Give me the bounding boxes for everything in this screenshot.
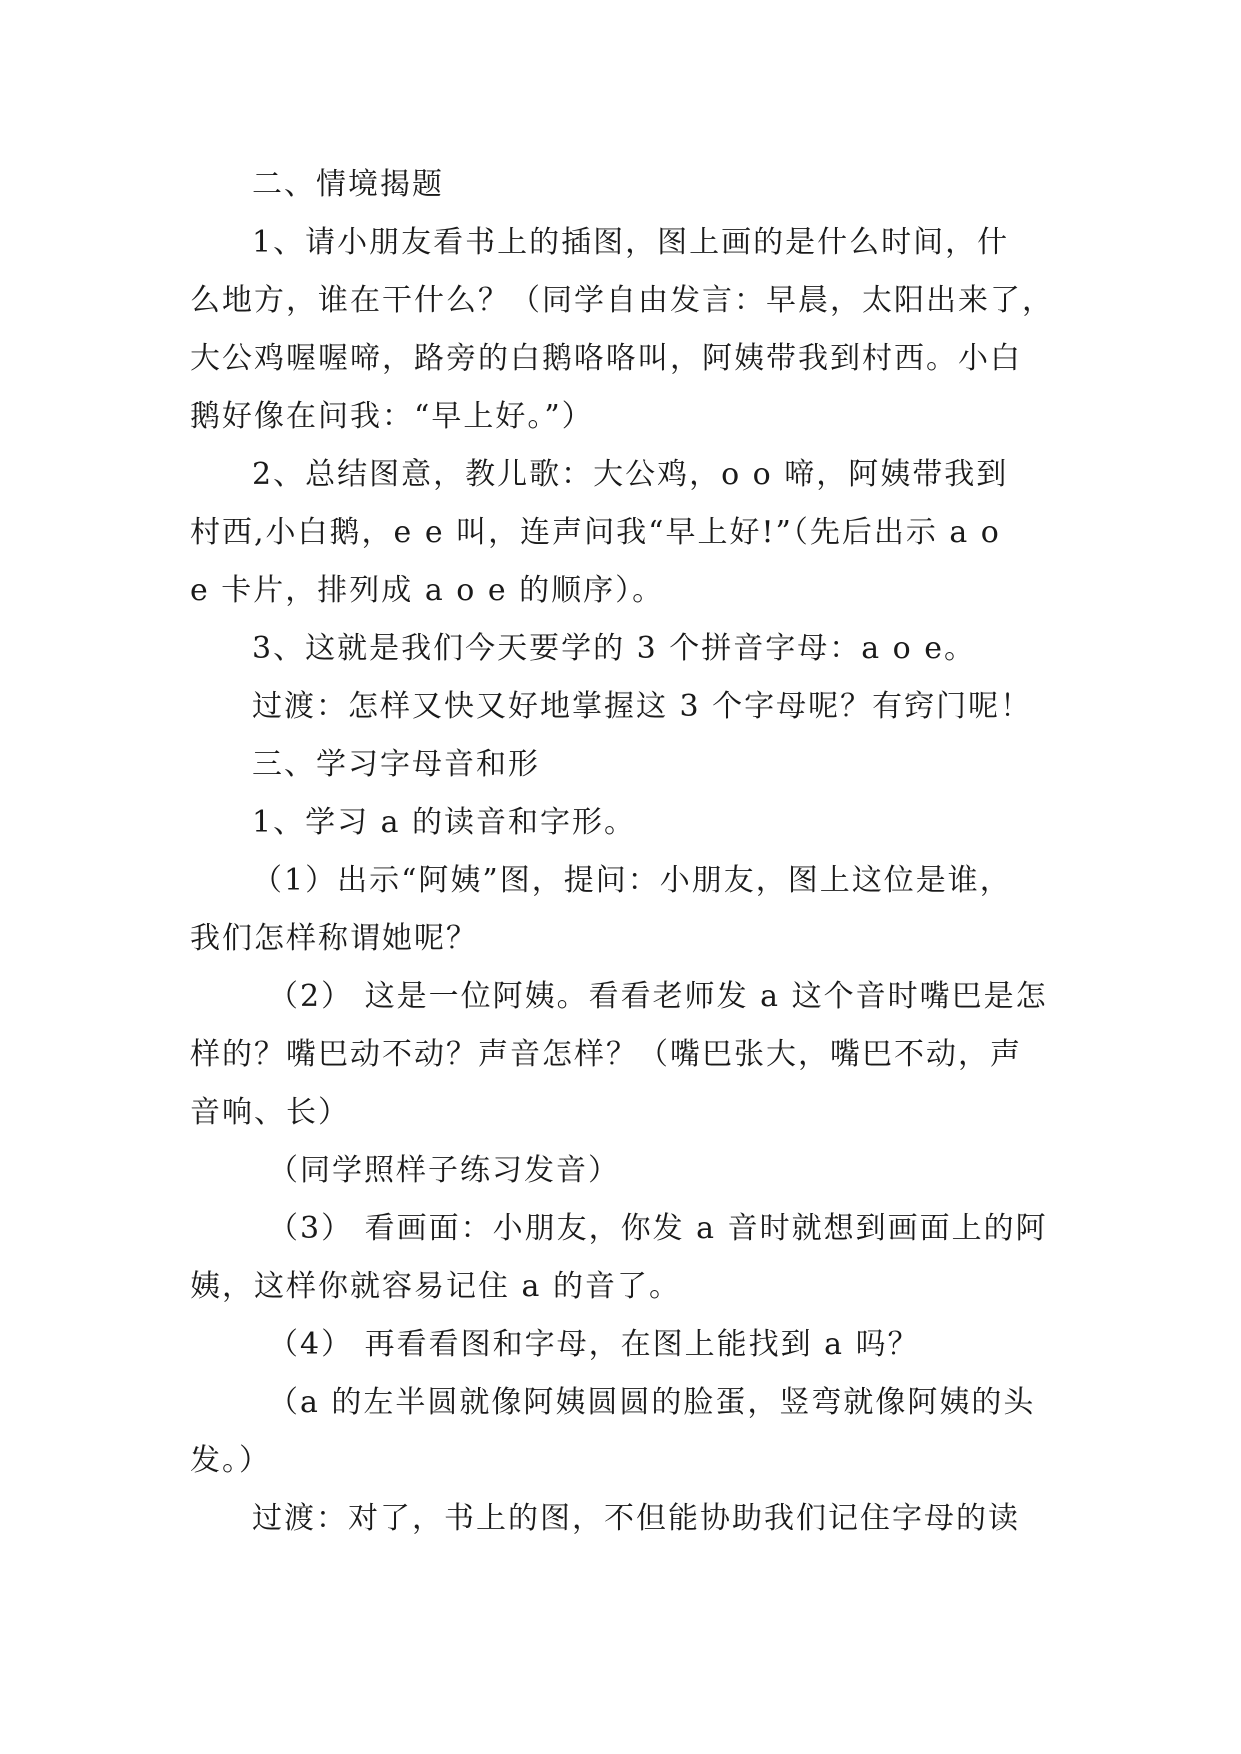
paragraph-line: 姨，这样你就容易记住 a 的音了。 (190, 1269, 681, 1304)
body-text (190, 156, 1054, 1548)
paragraph-line: 我们怎样称谓她呢？ (190, 921, 478, 956)
paragraph-line: 2、总结图意，教儿歌：大公鸡，o o 啼，阿姨带我到 (252, 457, 1009, 492)
paragraph-line: （2） 这是一位阿姨。看看老师发 a 这个音时嘴巴是怎 (268, 979, 1048, 1014)
paragraph-line: 过渡：怎样又快又好地掌握这 3 个字母呢？有窍门呢！ (252, 689, 1033, 724)
paragraph-line: （3） 看画面：小朋友，你发 a 音时就想到画面上的阿 (268, 1211, 1048, 1246)
paragraph-line: 1、请小朋友看书上的插图，图上画的是什么时间，什 (252, 225, 1010, 260)
paragraph-line: 3、这就是我们今天要学的 3 个拼音字母：a o e。 (252, 631, 977, 666)
paragraph-line: 音响、长） (190, 1095, 350, 1130)
paragraph-line: 大公鸡喔喔啼，路旁的白鹅咯咯叫，阿姨带我到村西。小白 (190, 341, 1022, 376)
paragraph-line: 1、学习 a 的读音和字形。 (252, 805, 637, 840)
paragraph-line: 样的？嘴巴动不动？声音怎样？（嘴巴张大，嘴巴不动，声 (190, 1037, 1022, 1072)
paragraph-line: （4） 再看看图和字母，在图上能找到 a 吗？ (268, 1327, 920, 1362)
paragraph-line: e 卡片，排列成 a o e 的顺序）。 (190, 573, 665, 608)
section-heading: 三、学习字母音和形 (252, 747, 540, 782)
paragraph-line: （a 的左半圆就像阿姨圆圆的脸蛋，竖弯就像阿姨的头 (268, 1385, 1036, 1420)
paragraph-line: 村西,小白鹅，e e 叫，连声问我“早上好!”（先后出示 a o (190, 515, 1001, 550)
paragraph-line: 过渡：对了，书上的图，不但能协助我们记住字母的读 (252, 1501, 1020, 1536)
paragraph-line: （同学照样子练习发音） (268, 1153, 620, 1188)
paragraph-line: 鹅好像在问我：“早上好。”） (190, 399, 594, 434)
paragraph-line: （1）出示“阿姨”图，提问：小朋友，图上这位是谁， (252, 863, 1012, 898)
section-heading: 二、情境揭题 (252, 167, 444, 202)
paragraph-line: 么地方，谁在干什么？（同学自由发言：早晨，太阳出来了， (190, 283, 1054, 318)
paragraph-line: 发。） (190, 1443, 271, 1478)
